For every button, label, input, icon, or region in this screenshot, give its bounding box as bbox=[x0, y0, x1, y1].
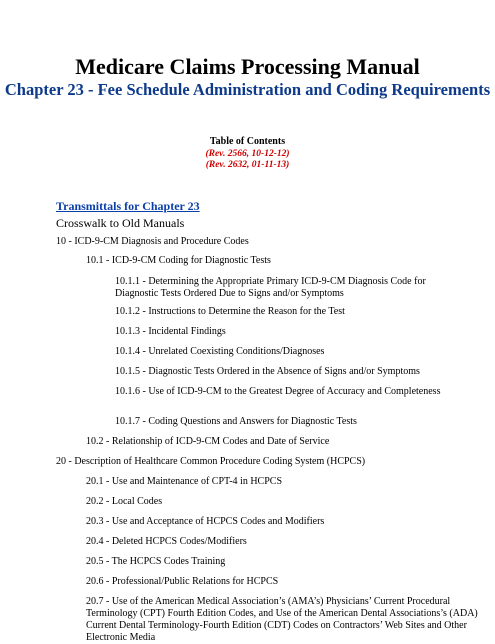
chapter-title: Chapter 23 - Fee Schedule Administration and Coding Requirements bbox=[4, 80, 491, 99]
toc-entry: 10.1.2 - Instructions to Determine the Reason for the Test bbox=[115, 306, 345, 317]
crosswalk-heading: Crosswalk to Old Manuals bbox=[56, 216, 185, 230]
toc-entry: 20.5 - The HCPCS Codes Training bbox=[86, 556, 226, 567]
toc-entry: 10.1.3 - Incidental Findings bbox=[115, 326, 226, 337]
manual-title: Medicare Claims Processing Manual bbox=[75, 54, 420, 79]
revision-note: (Rev. 2566, 10-12-12) bbox=[205, 149, 290, 159]
toc-entry: 10 - ICD-9-CM Diagnosis and Procedure Codes bbox=[56, 236, 249, 247]
toc-entry: 20.7 - Use of the American Medical Association’s (AMA’s) Physicians’ Current Procedural Terminology (CPT) Fourth Edition Codes, and Use of the American Dental Associations’s (ADA) Current Dental Terminology-Fourth Edition (CDT) Codes on Contractors’ Web Sites and Other Electronic Media bbox=[86, 596, 478, 643]
toc-entry: 20.4 - Deleted HCPCS Codes/Modifiers bbox=[86, 536, 247, 547]
revision-note: (Rev. 2632, 01-11-13) bbox=[205, 160, 290, 170]
toc-entry: 10.1.5 - Diagnostic Tests Ordered in the Absence of Signs and/or Symptoms bbox=[115, 366, 420, 377]
toc-entry: 10.1.7 - Coding Questions and Answers for Diagnostic Tests bbox=[115, 416, 357, 427]
toc-entry: 20.3 - Use and Acceptance of HCPCS Codes and Modifiers bbox=[86, 516, 325, 527]
toc-heading: Table of Contents bbox=[209, 136, 286, 147]
toc-entry: 10.1.4 - Unrelated Coexisting Conditions/Diagnoses bbox=[115, 346, 325, 357]
toc-entry: 20 - Description of Healthcare Common Procedure Coding System (HCPCS) bbox=[56, 456, 366, 467]
toc-entry: 10.1 - ICD-9-CM Coding for Diagnostic Tests bbox=[86, 255, 271, 266]
toc-entry: 20.6 - Professional/Public Relations for HCPCS bbox=[86, 576, 279, 587]
toc-entry: 10.2 - Relationship of ICD-9-CM Codes and Date of Service bbox=[86, 436, 330, 447]
toc-entry: 20.1 - Use and Maintenance of CPT-4 in HCPCS bbox=[86, 476, 283, 487]
toc-entry: 10.1.6 - Use of ICD-9-CM to the Greatest Degree of Accuracy and Completeness bbox=[115, 386, 441, 397]
toc-entry: 20.2 - Local Codes bbox=[86, 496, 163, 507]
toc-entry: 10.1.1 - Determining the Appropriate Primary ICD-9-CM Diagnosis Code for Diagnostic Tests Ordered Due to Signs and/or Symptoms bbox=[115, 276, 426, 299]
transmittals-link[interactable]: Transmittals for Chapter 23 bbox=[56, 199, 200, 213]
